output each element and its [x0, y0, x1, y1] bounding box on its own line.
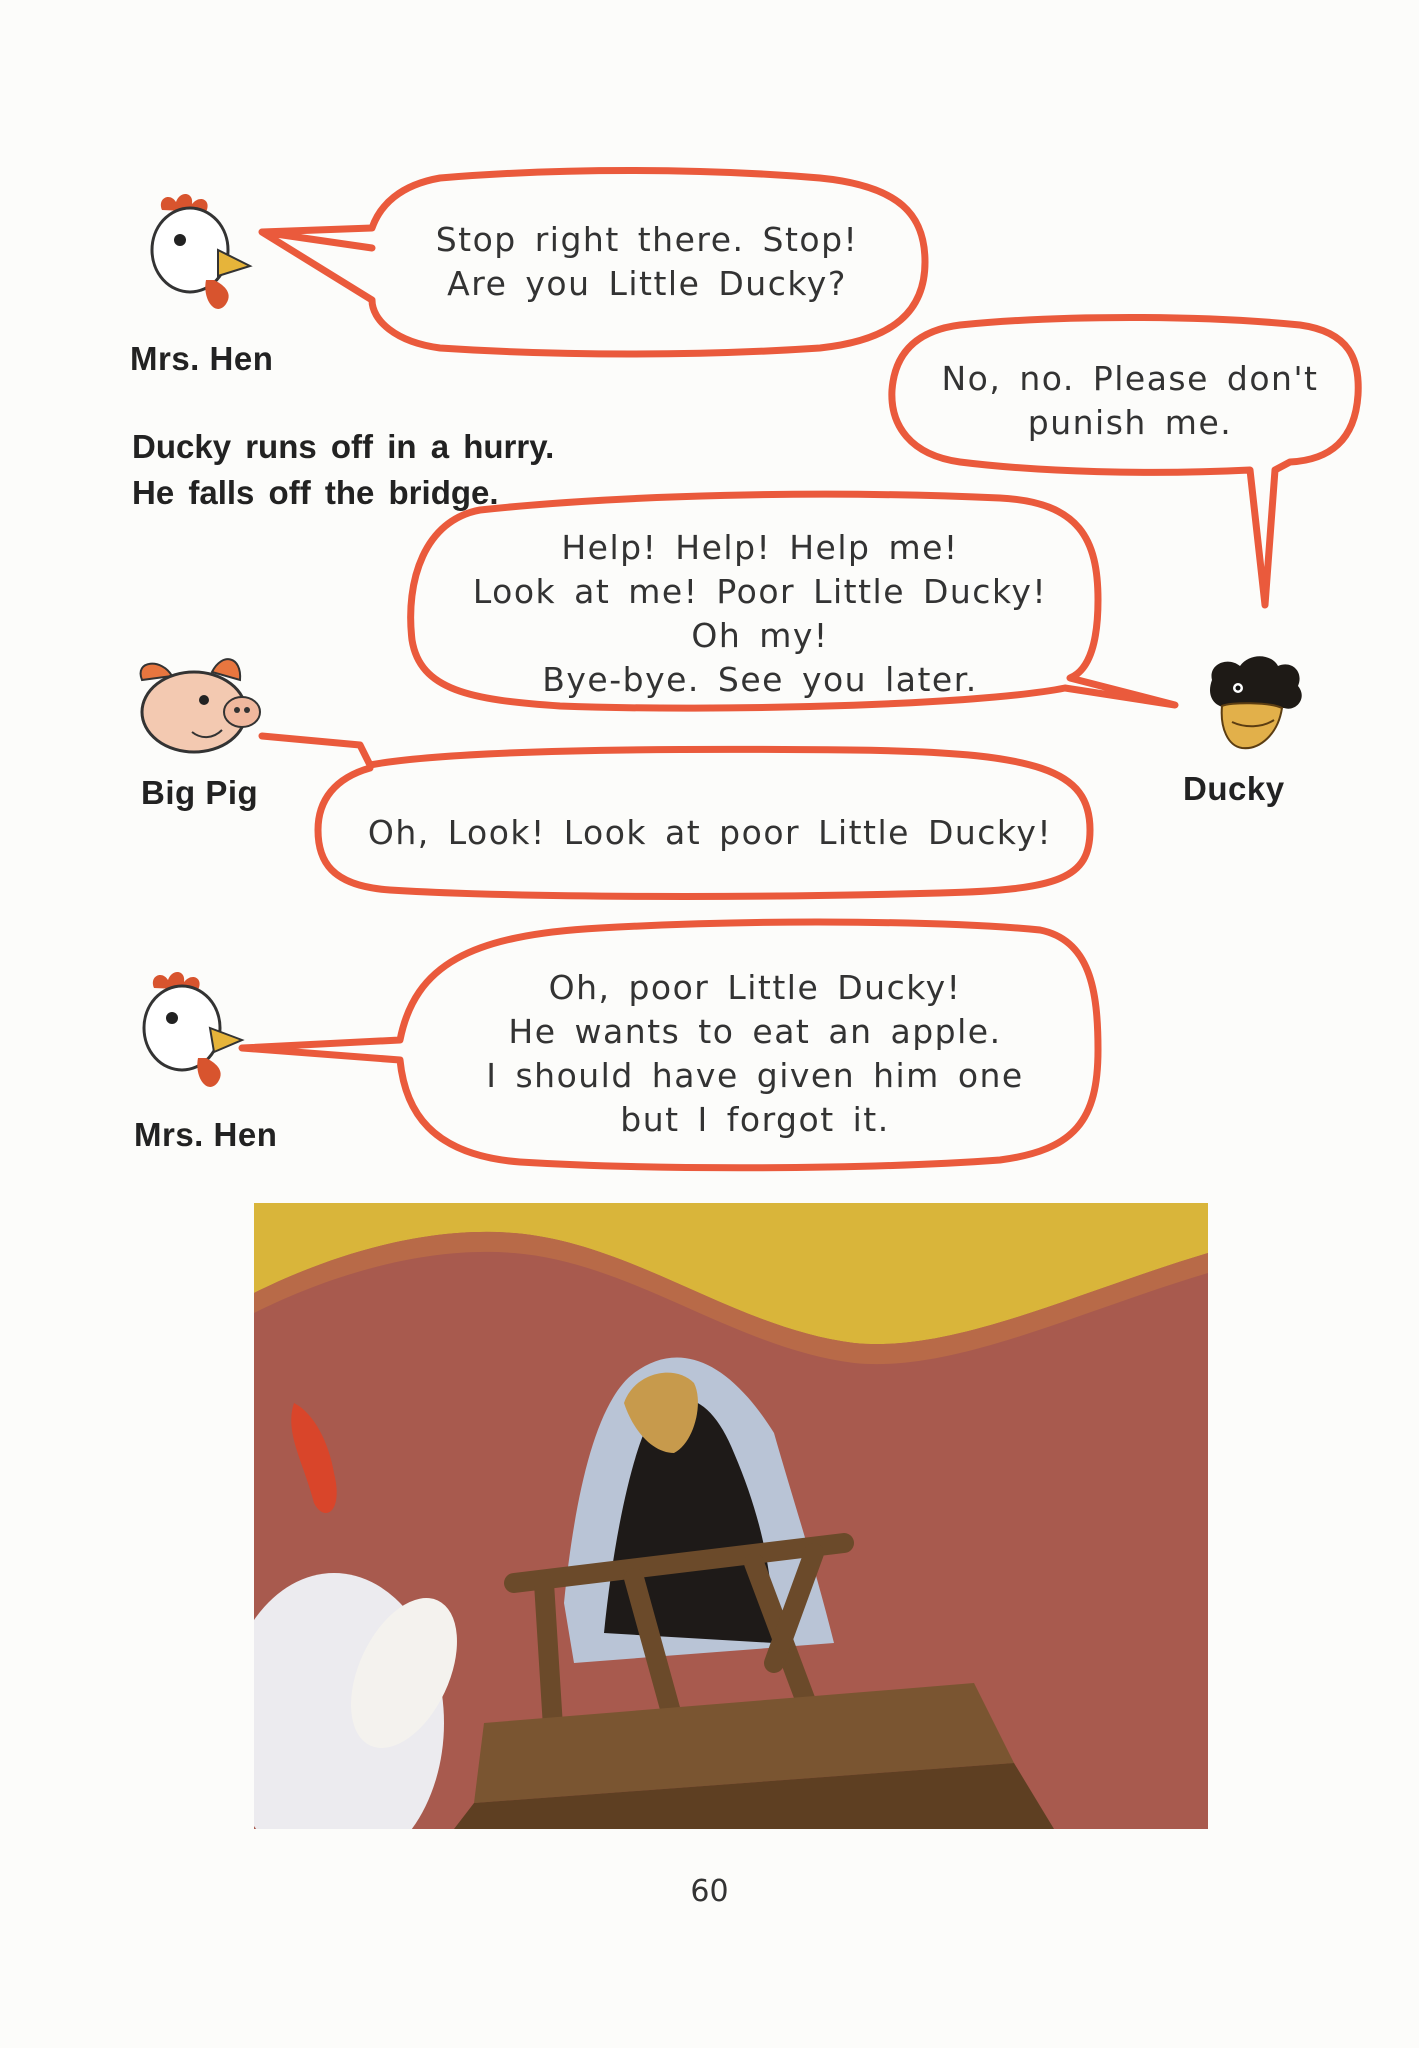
- bubble-line: Help! Help! Help me!: [561, 528, 959, 567]
- hen-puppet-icon: [142, 188, 257, 328]
- speaker-ducky: Ducky: [1183, 770, 1285, 807]
- page-number: 60: [690, 1874, 729, 1909]
- bubble-line: Look at me! Poor Little Ducky!: [472, 572, 1048, 611]
- narration-line: Ducky runs off in a hurry.: [132, 428, 555, 465]
- speaker-mrs-hen-2: Mrs. Hen: [134, 1116, 278, 1153]
- bubble-hen2-text: [430, 966, 1080, 1142]
- narration: [132, 424, 554, 516]
- bubble-line: punish me.: [1027, 403, 1233, 442]
- bubble-line: but I forgot it.: [620, 1100, 890, 1139]
- bubble-ducky1-text: [910, 357, 1350, 445]
- bubble-pig-text: [340, 811, 1080, 855]
- bubble-line: Oh, poor Little Ducky!: [548, 968, 962, 1007]
- narration-line: He falls off the bridge.: [132, 474, 499, 511]
- bubble-line: Oh, Look! Look at poor Little Ducky!: [367, 813, 1053, 852]
- bubble-line: Oh my!: [691, 616, 829, 655]
- puppet-scene-photo: [254, 1203, 1208, 1829]
- bubble-line: I should have given him one: [486, 1056, 1024, 1095]
- bubble-ducky2-text: [440, 526, 1080, 702]
- bubble-line: No, no. Please don't: [941, 359, 1319, 398]
- ducky-puppet-icon: [1200, 652, 1310, 757]
- bubble-line: Bye-bye. See you later.: [542, 660, 978, 699]
- pig-puppet-icon: [132, 650, 267, 760]
- speaker-big-pig: Big Pig: [141, 774, 259, 811]
- hen-puppet-icon: [134, 966, 249, 1106]
- speaker-mrs-hen-1: Mrs. Hen: [130, 340, 274, 377]
- bubble-line: Are you Little Ducky?: [447, 264, 847, 303]
- bubble-hen1-text: [392, 218, 902, 306]
- bubble-line: He wants to eat an apple.: [508, 1012, 1002, 1051]
- bubble-line: Stop right there. Stop!: [435, 220, 859, 259]
